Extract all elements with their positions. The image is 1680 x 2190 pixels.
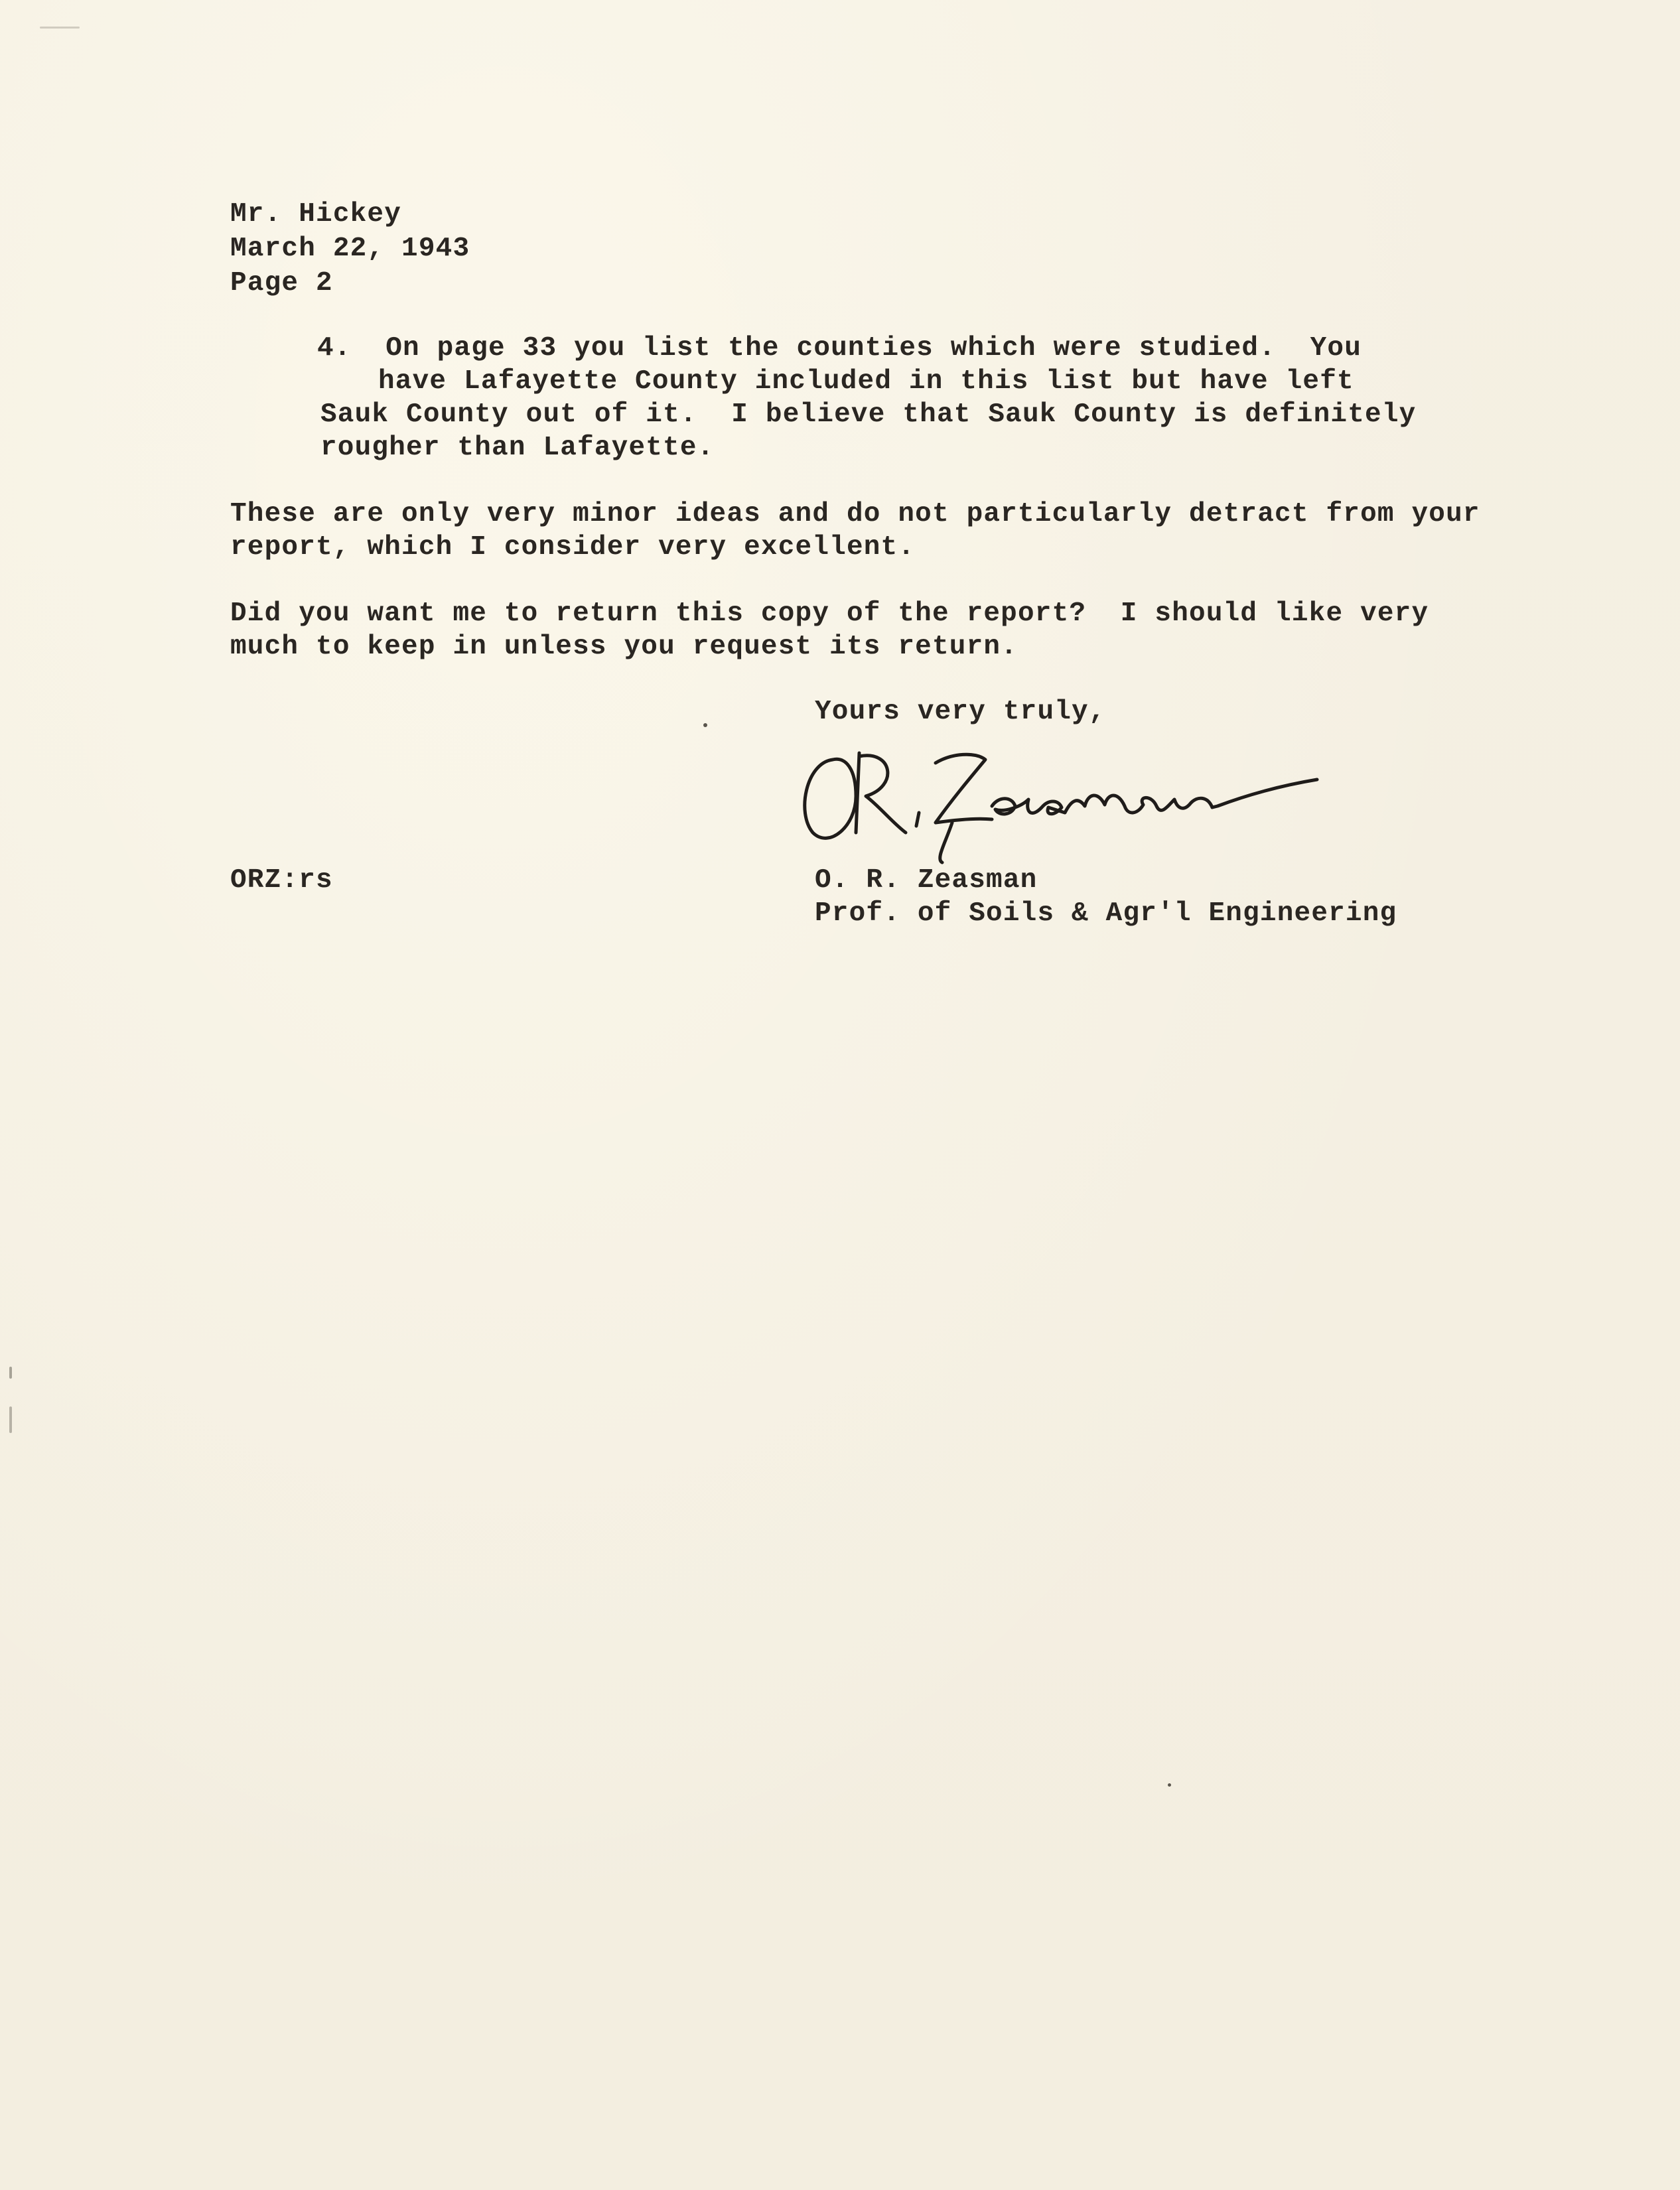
closing-salutation: Yours very truly, <box>815 697 1106 727</box>
item4-line4: rougher than Lafayette. <box>320 433 715 463</box>
date-line: March 22, 1943 <box>230 234 470 264</box>
para2-line1: Did you want me to return this copy of the report? I should like very <box>230 598 1429 629</box>
paper-speck <box>1168 1783 1171 1787</box>
recipient-line: Mr. Hickey <box>230 199 402 230</box>
signer-title: Prof. of Soils & Agr'l Engineering <box>815 898 1397 929</box>
paper-speck <box>9 1367 12 1379</box>
paper-speck <box>9 1406 12 1433</box>
paper-speck <box>40 27 80 29</box>
para1-line2: report, which I consider very excellent. <box>230 532 916 563</box>
item4-line2: have Lafayette County included in this list but have left <box>378 366 1354 397</box>
paper-speck <box>703 723 707 727</box>
reference-initials: ORZ:rs <box>230 865 333 896</box>
item4-line3: Sauk County out of it. I believe that Sauk County is definitely <box>320 399 1417 430</box>
item4-line1: 4. On page 33 you list the counties which were studied. You <box>317 333 1362 364</box>
typed-signer-name: O. R. Zeasman <box>815 865 1038 896</box>
para1-line1: These are only very minor ideas and do not particularly detract from your <box>230 499 1480 529</box>
handwritten-signature <box>793 733 1330 866</box>
page-number-line: Page 2 <box>230 268 333 299</box>
para2-line2: much to keep in unless you request its return. <box>230 632 1018 662</box>
